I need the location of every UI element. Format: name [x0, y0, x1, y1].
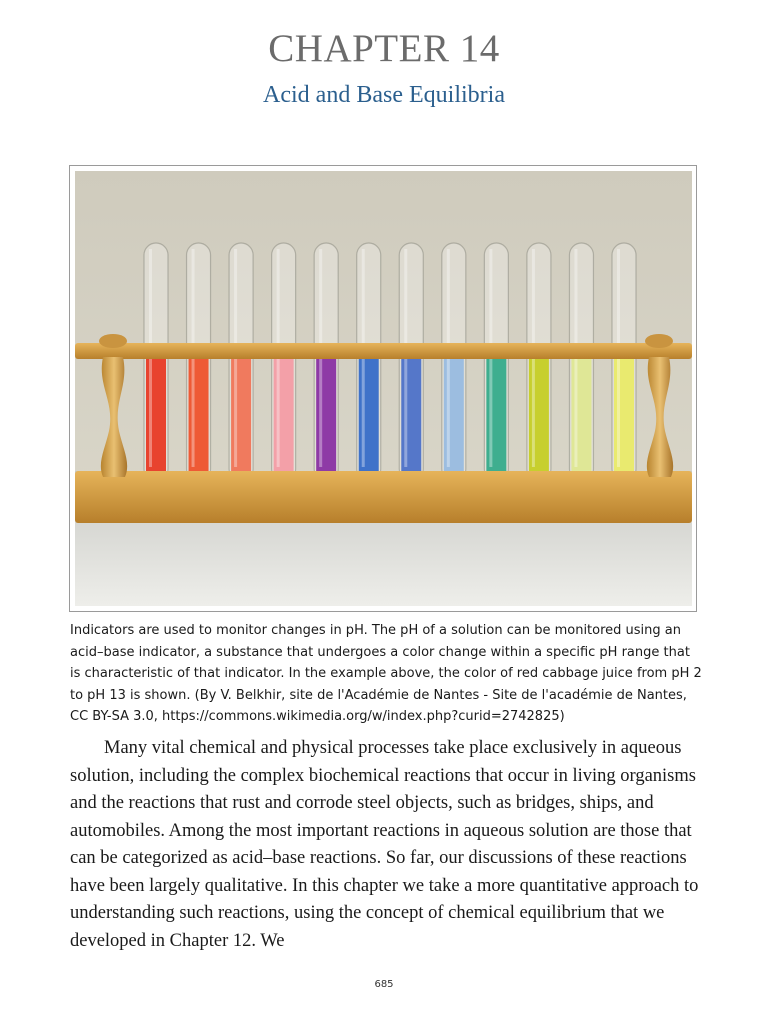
rack-top-bar	[75, 343, 692, 359]
figure-frame	[69, 165, 697, 612]
tube-liquid	[529, 347, 549, 481]
test-tube	[442, 243, 466, 481]
figure-caption: Indicators are used to monitor changes in pH. The pH of a solution can be monitored using an acid–base indicator, a substance that undergoes a color change within a specific pH range that is characteristic of that indicator. In the example above, the color of red cabbage juice from pH 2 to pH 13 is shown. (By V. Belkhir, site de l'Académie de Nantes - Site de l'académie de Nantes, CC BY-SA 3.0, https://commons.wikimedia.org/w/index.php?curid=2742825)	[70, 623, 702, 724]
body-paragraph: Many vital chemical and physical processes take place exclusively in aqueous solution, including the complex biochemical reactions that occur in living organisms and the reactions that rust and corrode steel objects, such as bridges, ships, and automobiles. Among the most important reactions in aqueous solution are those that can be categorized as acid–base reactions. So far, our discussions of these reactions have been largely qualitative. In this chapter we take a more quantitative approach to understanding such reactions, using the concept of chemical equilibrium that we developed in Chapter 12. We	[70, 738, 699, 951]
test-tube	[314, 243, 338, 481]
test-tube	[272, 243, 296, 481]
test-tube	[569, 243, 593, 481]
indicator-tubes-photo	[75, 171, 692, 606]
chapter-subtitle: Acid and Base Equilibria	[263, 82, 505, 108]
test-tube	[399, 243, 423, 481]
test-tube	[484, 243, 508, 481]
tube-liquid	[274, 347, 294, 481]
test-tube	[229, 243, 253, 481]
test-tube	[527, 243, 551, 481]
test-tube	[357, 243, 381, 481]
test-tube	[612, 243, 636, 481]
rack-base	[75, 471, 692, 523]
page-number: 685	[374, 979, 394, 990]
test-tube	[187, 243, 211, 481]
chapter-title: CHAPTER 14	[268, 27, 500, 70]
test-tube	[144, 243, 168, 481]
